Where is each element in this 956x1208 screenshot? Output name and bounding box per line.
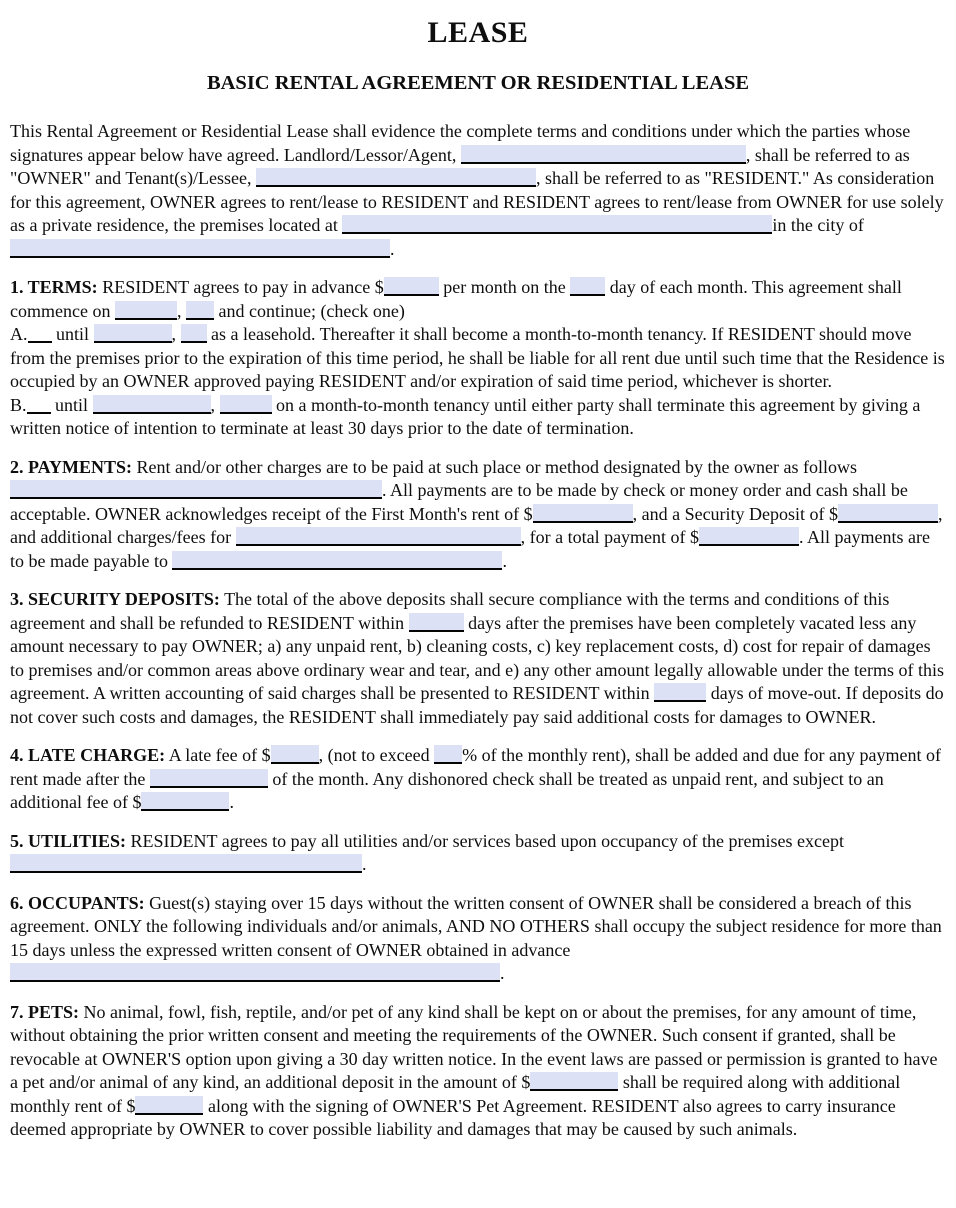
document-body — [10, 120, 946, 1142]
payment-place-method-field[interactable] — [10, 480, 382, 499]
total-payment-field[interactable] — [699, 527, 799, 546]
text-run: of the monthly rent), shall be added and due for any payment of rent made after the — [10, 745, 941, 789]
month-to-month-date-field[interactable] — [93, 395, 211, 414]
section-1-terms — [10, 276, 946, 441]
text-run: and continue; (check one) — [213, 300, 405, 321]
late-fee-amount-field-group — [262, 745, 319, 765]
text-run: of the month. Any dishonored check shall be treated as unpaid rent, and subject to an additional fee of — [10, 768, 884, 812]
text-run: day of each month. This agreement shall commence on — [10, 277, 902, 321]
text-run: per month on the — [438, 277, 571, 297]
first-month-rent-field-group — [524, 504, 633, 524]
text-run: . — [362, 854, 367, 874]
first-month-rent-field[interactable] — [533, 504, 633, 523]
text-run: , (not to exceed — [318, 745, 435, 765]
text-run: . — [502, 550, 507, 571]
currency-symbol: $ — [521, 1072, 531, 1092]
section-1-label: 1. TERMS: — [10, 277, 98, 297]
section-6-occupants — [10, 892, 946, 986]
text-run: shall be required along with additional monthly rent of — [10, 1072, 901, 1116]
pet-deposit-amount-field-group — [521, 1072, 618, 1092]
additional-charges-field[interactable] — [236, 527, 521, 546]
document-subtitle: BASIC RENTAL AGREEMENT OR RESIDENTIAL LEASE — [206, 72, 750, 94]
text-run: , shall be referred to as "RESIDENT." As consideration for this agreement, OWNER agrees to rent/lease to RESIDENT and RESIDENT agrees to rent/lease from OWNER for use solely as a private residence, the premises located at — [10, 168, 944, 235]
text-run: . All payments are to be made payable to — [10, 527, 931, 571]
text-run: days after the premises have been completely vacated less any amount necessary to pay OWNER; a) any unpaid rent, b) cleaning costs, c) key replacement costs, d) cost for repair of damages to premises and/or common areas above ordinary wear and tear, and e) any other amount legally allowable under the terms of this agreement. A written accounting of said charges shall be presented to RESIDENT within — [10, 612, 944, 703]
intro-paragraph — [10, 120, 946, 261]
total-payment-field-group — [690, 527, 799, 547]
rent-due-day-field[interactable] — [570, 277, 605, 296]
commencement-year-field[interactable] — [186, 301, 214, 320]
dishonored-check-fee-field[interactable] — [141, 792, 229, 811]
section-3-security-deposits — [10, 588, 946, 729]
currency-symbol: $ — [374, 277, 384, 297]
text-run: as a leasehold. Thereafter it shall become a month-to-month tenancy. If RESIDENT should move from the premises prior to the expiration of this time period, he shall be liable for all rent due until such time that the Residence is occupied by an OWNER approved paying RESIDENT and/or expiration of said time period, whichever is shorter. — [10, 324, 945, 391]
commencement-date-field[interactable] — [115, 301, 177, 320]
text-run: along with the signing of OWNER'S Pet Agreement. RESIDENT also agrees to carry insurance deemed appropriate by OWNER to cover possible liability and damages that may be caused by such animals. — [10, 1095, 896, 1139]
text-run: in the city of — [772, 215, 864, 235]
text-run: Rent and/or other charges are to be paid at such place or method designated by the owner as follows — [132, 456, 857, 477]
approved-occupants-field[interactable] — [10, 963, 500, 982]
refund-days-field[interactable] — [409, 613, 464, 632]
text-run: RESIDENT agrees to pay in advance — [97, 277, 375, 297]
text-run: , for a total payment of — [520, 527, 691, 547]
section-3-label: 3. SECURITY DEPOSITS: — [10, 589, 220, 609]
text-run: , and additional charges/fees for — [10, 503, 943, 547]
premises-address-field[interactable] — [342, 215, 772, 234]
text-run: The total of the above deposits shall secure compliance with the terms and conditions of this agreement and shall be refunded to RESIDENT within — [10, 589, 890, 633]
late-after-day-field[interactable] — [150, 769, 268, 788]
city-field[interactable] — [10, 239, 390, 258]
text-run: , — [210, 394, 220, 415]
text-run: , and a Security Deposit of — [632, 503, 830, 524]
pet-monthly-rent-field[interactable] — [135, 1096, 203, 1115]
text-run: . — [500, 963, 505, 983]
text-run: Guest(s) staying over 15 days without the written consent of OWNER shall be considered a breach of this agreement. ONLY the following individuals and/or animals, AND NO OTHERS shall occupy the subject residence for more than 15 days unless the expressed written consent of OWNER obtained in advance — [10, 892, 942, 960]
text-run: until — [51, 324, 94, 344]
monthly-rent-amount-field-group — [375, 277, 439, 297]
utilities-exception-field[interactable] — [10, 854, 362, 873]
text-run: This Rental Agreement or Residential Lease shall evidence the complete terms and conditions under which the parties whose signatures appear below have agreed. Landlord/Lessor/Agent, — [10, 121, 911, 165]
currency-symbol: $ — [132, 792, 142, 812]
text-run: , shall be referred to as "OWNER" and Tenant(s)/Lessee, — [10, 144, 910, 188]
text-run: B. — [10, 394, 27, 415]
currency-symbol: $ — [829, 503, 839, 524]
text-run: . All payments are to be made by check or money order and cash shall be acceptable. OWNER acknowledges receipt of the First Month's rent of — [10, 480, 908, 524]
document-title: LEASE — [427, 16, 529, 49]
currency-symbol: $ — [126, 1095, 136, 1116]
text-run: A. — [10, 324, 28, 344]
dishonored-check-fee-field-group — [132, 792, 229, 812]
security-deposit-field[interactable] — [838, 504, 938, 523]
text-run: . — [229, 792, 234, 812]
currency-symbol: $ — [690, 527, 700, 547]
section-6-label: 6. OCCUPANTS: — [10, 892, 145, 913]
text-run: , — [176, 300, 186, 321]
landlord-lessor-agent-field[interactable] — [461, 145, 746, 164]
late-fee-percent-field[interactable] — [434, 745, 462, 764]
section-4-late-charge — [10, 744, 946, 815]
currency-symbol: $ — [261, 745, 271, 765]
month-to-month-year-field[interactable] — [220, 395, 272, 414]
section-5-label: 5. UTILITIES: — [10, 830, 127, 851]
pet-deposit-amount-field[interactable] — [530, 1072, 618, 1091]
accounting-days-field[interactable] — [654, 683, 706, 702]
section-4-label: 4. LATE CHARGE: — [10, 745, 166, 765]
text-run: . — [390, 238, 395, 259]
late-fee-amount-field[interactable] — [271, 745, 319, 764]
text-run: on a month-to-month tenancy until either party shall terminate this agreement by giving a written notice of intention to terminate at least 30 days prior to the date of termination. — [10, 394, 921, 438]
monthly-rent-amount-field[interactable] — [384, 277, 439, 296]
option-a-checkbox-line[interactable] — [28, 324, 52, 343]
tenant-lessee-field[interactable] — [256, 168, 536, 187]
lease-end-year-field[interactable] — [181, 324, 207, 343]
lease-end-date-field[interactable] — [94, 324, 172, 343]
option-b-checkbox-line[interactable] — [27, 395, 51, 414]
text-run: , — [171, 324, 181, 344]
payable-to-field[interactable] — [172, 551, 502, 570]
section-2-label: 2. PAYMENTS: — [10, 456, 133, 477]
late-fee-percent-field-group — [434, 745, 477, 765]
currency-symbol: $ — [523, 503, 533, 524]
text-run: RESIDENT agrees to pay all utilities and/or services based upon occupancy of the premises except — [126, 830, 844, 851]
section-7-pets — [10, 1001, 946, 1142]
text-run: A late fee of — [165, 745, 262, 765]
pet-monthly-rent-field-group — [126, 1096, 203, 1116]
percent-symbol: % — [462, 745, 478, 765]
security-deposit-field-group — [829, 504, 938, 524]
section-7-label: 7. PETS: — [10, 1001, 80, 1022]
text-run: days of move-out. If deposits do not cover such costs and damages, the RESIDENT shall immediately pay said additional costs for damages to OWNER. — [10, 683, 944, 727]
text-run: No animal, fowl, fish, reptile, and/or pet of any kind shall be kept on or about the premises, for any amount of time, without obtaining the prior written consent and meeting the requirements of the OWNER. Such consent if granted, shall be revocable at OWNER'S option upon giving a 30 day written notice. In the event laws are passed or permission is granted to have a pet and/or animal of any kind, an additional deposit in the amount of — [10, 1001, 938, 1092]
section-5-utilities — [10, 830, 946, 877]
section-2-payments — [10, 456, 946, 574]
text-run: until — [50, 394, 93, 415]
